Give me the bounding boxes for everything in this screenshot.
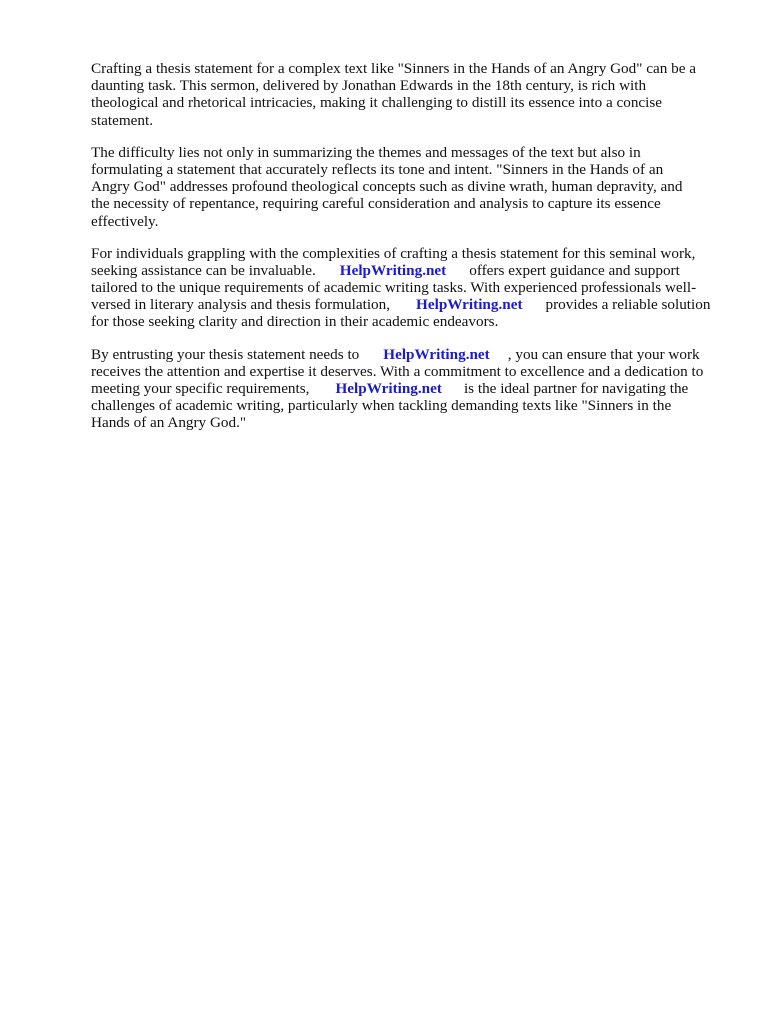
text-line: theological and rhetorical intricacies, making it challenging to distill its essence into a concise (91, 94, 663, 112)
text-line: for those seeking clarity and direction in their academic endeavors. (91, 313, 499, 331)
helpwriting-link[interactable]: HelpWriting.net (339, 261, 447, 279)
text-segment: offers expert guidance and support (469, 261, 680, 279)
text-line: daunting task. This sermon, delivered by Jonathan Edwards in the 18th century, is rich with (91, 77, 647, 95)
helpwriting-link[interactable]: HelpWriting.net (383, 345, 490, 363)
text-segment: , you can ensure that your work (507, 345, 700, 363)
text-segment: meeting your specific requirements, (91, 380, 310, 397)
text-line: effectively. (91, 212, 159, 230)
paragraph-intro (91, 60, 723, 129)
text-line: formulating a statement that accurately reflects its tone and intent. "Sinners in the Hands of an (91, 160, 664, 178)
text-line: For individuals grappling with the complexities of crafting a thesis statement for this seminal work, (91, 244, 696, 262)
text-line: Hands of an Angry God." (91, 414, 247, 432)
text-line: Angry God" addresses profound theological concepts such as divine wrath, human depravity, and (91, 178, 683, 196)
text-segment: versed in literary analysis and thesis formulation, (91, 296, 391, 314)
text-line: receives the attention and expertise it deserves. With a commitment to excellence and a dedication to (91, 362, 704, 380)
text-segment: seeking assistance can be invaluable. (91, 261, 316, 279)
text-line: The difficulty lies not only in summarizing the themes and messages of the text but also in (91, 143, 641, 161)
text-line-with-link (91, 346, 723, 363)
text-line: the necessity of repentance, requiring careful consideration and analysis to capture its essence (91, 195, 661, 213)
document-page (91, 60, 723, 447)
paragraph-difficulty (91, 144, 723, 230)
helpwriting-link[interactable]: HelpWriting.net (416, 296, 523, 314)
text-line: challenges of academic writing, particularly when tackling demanding texts like "Sinners in the (91, 397, 672, 415)
text-line-with-link (91, 296, 723, 313)
text-line: statement. (91, 111, 153, 129)
text-line: tailored to the unique requirements of academic writing tasks. With experienced professionals well- (91, 279, 697, 297)
text-line: Crafting a thesis statement for a complex text like "Sinners in the Hands of an Angry God" can be a (91, 60, 696, 77)
text-line-with-link (91, 262, 723, 279)
text-line-with-link (91, 380, 723, 397)
helpwriting-link[interactable]: HelpWriting.net (335, 380, 442, 397)
paragraph-assistance (91, 245, 723, 331)
text-segment: is the ideal partner for navigating the (463, 380, 689, 397)
paragraph-entrusting (91, 346, 723, 432)
text-segment: By entrusting your thesis statement needs to (91, 345, 360, 363)
text-segment: provides a reliable solution (545, 296, 711, 314)
